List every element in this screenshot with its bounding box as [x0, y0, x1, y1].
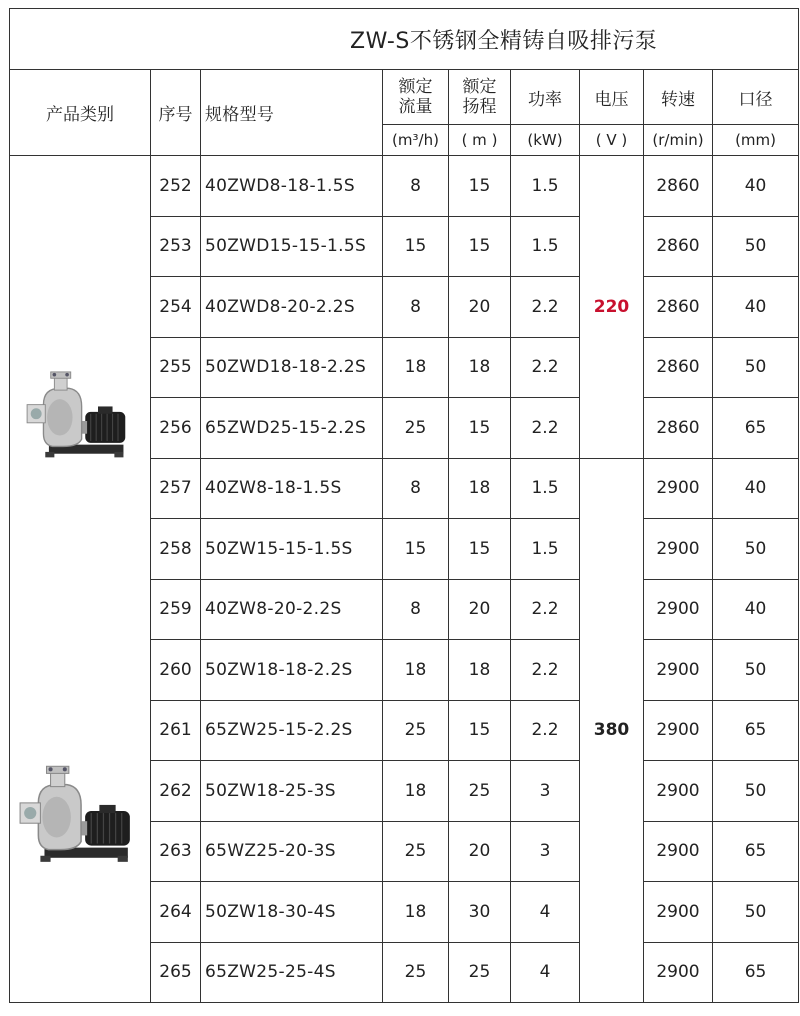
cell-seq: 265	[151, 942, 201, 1003]
cell-power: 2.2	[511, 700, 580, 761]
cell-power: 3	[511, 821, 580, 882]
voltage-220: 220	[580, 156, 644, 459]
cell-model: 40ZWD8-20-2.2S	[201, 277, 383, 338]
cell-power: 2.2	[511, 337, 580, 398]
cell-seq: 257	[151, 458, 201, 519]
cell-head: 30	[449, 882, 511, 943]
pump-large-icon	[16, 754, 138, 866]
cell-model: 50ZW15-15-1.5S	[201, 519, 383, 580]
cell-head: 20	[449, 821, 511, 882]
cell-seq: 252	[151, 156, 201, 217]
cell-diameter: 65	[713, 821, 799, 882]
header-category: 产品类别	[10, 70, 151, 156]
cell-model: 40ZWD8-18-1.5S	[201, 156, 383, 217]
cell-seq: 260	[151, 640, 201, 701]
cell-flow: 25	[383, 700, 449, 761]
cell-seq: 261	[151, 700, 201, 761]
cell-head: 18	[449, 337, 511, 398]
cell-power: 2.2	[511, 640, 580, 701]
cell-model: 50ZW18-30-4S	[201, 882, 383, 943]
cell-head: 18	[449, 640, 511, 701]
unit-voltage: ( V )	[580, 125, 644, 156]
cell-speed: 2900	[644, 882, 713, 943]
cell-speed: 2860	[644, 156, 713, 217]
cell-model: 40ZW8-20-2.2S	[201, 579, 383, 640]
cell-head: 20	[449, 277, 511, 338]
cell-head: 25	[449, 942, 511, 1003]
cell-power: 1.5	[511, 216, 580, 277]
cell-diameter: 65	[713, 700, 799, 761]
table-title: ZW-S不锈钢全精铸自吸排污泵	[10, 9, 799, 70]
cell-flow: 8	[383, 156, 449, 217]
cell-seq: 255	[151, 337, 201, 398]
cell-diameter: 65	[713, 942, 799, 1003]
cell-model: 65ZW25-15-2.2S	[201, 700, 383, 761]
cell-flow: 8	[383, 458, 449, 519]
cell-diameter: 50	[713, 519, 799, 580]
cell-diameter: 65	[713, 398, 799, 459]
cell-speed: 2860	[644, 337, 713, 398]
cell-model: 65WZ25-20-3S	[201, 821, 383, 882]
cell-model: 50ZWD15-15-1.5S	[201, 216, 383, 277]
cell-speed: 2900	[644, 458, 713, 519]
cell-speed: 2900	[644, 761, 713, 822]
cell-power: 1.5	[511, 156, 580, 217]
cell-power: 4	[511, 882, 580, 943]
cell-power: 1.5	[511, 519, 580, 580]
cell-model: 65ZW25-25-4S	[201, 942, 383, 1003]
cell-model: 65ZWD25-15-2.2S	[201, 398, 383, 459]
cell-diameter: 40	[713, 579, 799, 640]
cell-flow: 25	[383, 398, 449, 459]
header-flow: 额定 流量	[383, 70, 449, 125]
cell-flow: 15	[383, 216, 449, 277]
cell-seq: 264	[151, 882, 201, 943]
header-voltage: 电压	[580, 70, 644, 125]
unit-diameter: (mm)	[713, 125, 799, 156]
unit-head: ( m )	[449, 125, 511, 156]
header-speed: 转速	[644, 70, 713, 125]
cell-seq: 258	[151, 519, 201, 580]
cell-flow: 25	[383, 942, 449, 1003]
cell-speed: 2860	[644, 277, 713, 338]
unit-speed: (r/min)	[644, 125, 713, 156]
cell-speed: 2900	[644, 640, 713, 701]
cell-power: 2.2	[511, 277, 580, 338]
header-model: 规格型号	[201, 70, 383, 156]
cell-speed: 2860	[644, 216, 713, 277]
cell-model: 50ZW18-18-2.2S	[201, 640, 383, 701]
cell-model: 50ZW18-25-3S	[201, 761, 383, 822]
voltage-380: 380	[580, 458, 644, 1003]
cell-head: 20	[449, 579, 511, 640]
cell-head: 15	[449, 216, 511, 277]
header-head: 额定 扬程	[449, 70, 511, 125]
cell-diameter: 40	[713, 458, 799, 519]
cell-power: 2.2	[511, 398, 580, 459]
header-diameter: 口径	[713, 70, 799, 125]
cell-diameter: 40	[713, 156, 799, 217]
unit-flow: (m³/h)	[383, 125, 449, 156]
cell-head: 15	[449, 519, 511, 580]
unit-power: (kW)	[511, 125, 580, 156]
cell-flow: 25	[383, 821, 449, 882]
cell-diameter: 50	[713, 216, 799, 277]
cell-speed: 2900	[644, 821, 713, 882]
cell-head: 18	[449, 458, 511, 519]
cell-flow: 18	[383, 337, 449, 398]
cell-power: 3	[511, 761, 580, 822]
cell-flow: 8	[383, 277, 449, 338]
cell-flow: 18	[383, 761, 449, 822]
pump-small-icon	[22, 361, 134, 461]
cell-diameter: 40	[713, 277, 799, 338]
cell-speed: 2900	[644, 579, 713, 640]
header-power: 功率	[511, 70, 580, 125]
cell-flow: 18	[383, 882, 449, 943]
pump-spec-table	[9, 8, 799, 1003]
cell-flow: 15	[383, 519, 449, 580]
cell-model: 50ZWD18-18-2.2S	[201, 337, 383, 398]
cell-seq: 262	[151, 761, 201, 822]
cell-diameter: 50	[713, 761, 799, 822]
cell-diameter: 50	[713, 882, 799, 943]
table-row	[10, 156, 799, 217]
cell-head: 15	[449, 398, 511, 459]
cell-seq: 263	[151, 821, 201, 882]
cell-power: 1.5	[511, 458, 580, 519]
cell-model: 40ZW8-18-1.5S	[201, 458, 383, 519]
cell-diameter: 50	[713, 337, 799, 398]
cell-flow: 18	[383, 640, 449, 701]
cell-seq: 256	[151, 398, 201, 459]
cell-speed: 2860	[644, 398, 713, 459]
category-cell	[10, 156, 151, 1003]
header-seq: 序号	[151, 70, 201, 156]
cell-diameter: 50	[713, 640, 799, 701]
cell-seq: 259	[151, 579, 201, 640]
cell-flow: 8	[383, 579, 449, 640]
cell-head: 15	[449, 700, 511, 761]
cell-speed: 2900	[644, 700, 713, 761]
cell-head: 15	[449, 156, 511, 217]
cell-seq: 254	[151, 277, 201, 338]
cell-power: 2.2	[511, 579, 580, 640]
cell-power: 4	[511, 942, 580, 1003]
cell-speed: 2900	[644, 942, 713, 1003]
cell-head: 25	[449, 761, 511, 822]
cell-speed: 2900	[644, 519, 713, 580]
cell-seq: 253	[151, 216, 201, 277]
